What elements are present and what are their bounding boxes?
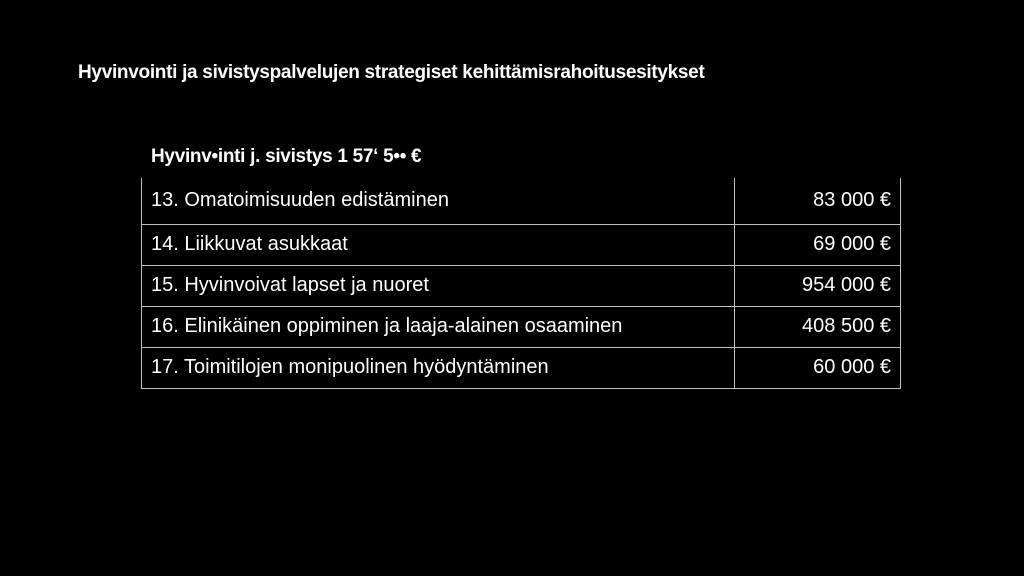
- initiative-name: 13. Omatoimisuuden edistäminen: [142, 178, 735, 224]
- initiative-name: 14. Liikkuvat asukkaat: [142, 224, 735, 265]
- funding-table: [141, 178, 901, 389]
- initiative-amount: 69 000 €: [735, 224, 901, 265]
- table-row: [142, 265, 901, 306]
- initiative-amount: 60 000 €: [735, 347, 901, 388]
- initiative-name: 16. Elinikäinen oppiminen ja laaja-alainen osaaminen: [142, 306, 735, 347]
- initiative-amount: 408 500 €: [735, 306, 901, 347]
- initiative-amount: 83 000 €: [735, 178, 901, 224]
- table-row: [142, 224, 901, 265]
- table-row: [142, 178, 901, 224]
- initiative-amount: 954 000 €: [735, 265, 901, 306]
- initiative-name: 17. Toimitilojen monipuolinen hyödyntäminen: [142, 347, 735, 388]
- slide-title: Hyvinvointi ja sivistyspalvelujen strategiset kehittämisrahoitusesitykset: [78, 62, 705, 83]
- table-row: [142, 306, 901, 347]
- initiative-name: 15. Hyvinvoivat lapset ja nuoret: [142, 265, 735, 306]
- table-caption-total: Hyvinv•inti j. sivistys 1 57‘ 5•• €: [151, 146, 422, 167]
- table-row: [142, 347, 901, 388]
